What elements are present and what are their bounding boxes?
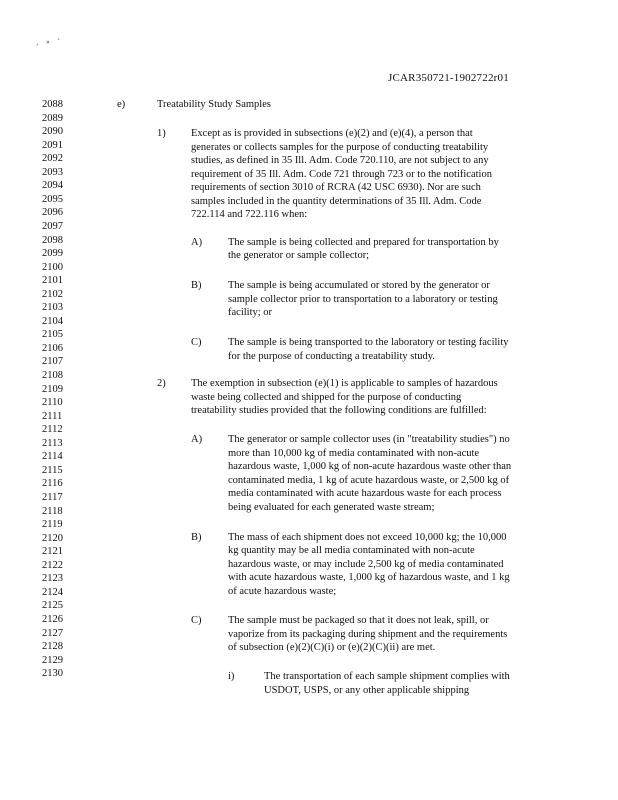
line-number: 2104 [42, 315, 63, 327]
line-number: 2089 [42, 112, 63, 124]
line-number: 2101 [42, 275, 63, 287]
line-number: 2130 [42, 668, 63, 680]
para-1-line: studies, as defined in 35 Ill. Adm. Code 720.110, are not subject to any [191, 155, 489, 166]
para-2-line: treatability studies provided that the following conditions are fulfilled: [191, 405, 487, 416]
item-1a-marker: A) [191, 237, 203, 248]
item-2b-line: hazardous waste, or may include 2,500 kg of media contaminated [228, 559, 504, 570]
line-number: 2103 [42, 302, 63, 314]
line-number: 2126 [42, 613, 63, 625]
line-number: 2125 [42, 600, 63, 612]
line-number: 2092 [42, 153, 63, 165]
line-number: 2113 [42, 437, 63, 449]
para-1-line: Except as is provided in subsections (e)(2) and (e)(4), a person that [191, 128, 473, 139]
item-1b-marker: B) [191, 280, 202, 291]
item-2c-marker: C) [191, 615, 202, 626]
item-2a-line: being evaluated for each generated waste stream; [228, 502, 435, 513]
item-2a-line: more than 10,000 kg of media contaminated with non-acute [228, 448, 480, 459]
item-1b-line: facility; or [228, 307, 273, 318]
section-e-title: Treatability Study Samples [157, 99, 271, 110]
line-number: 2094 [42, 180, 63, 192]
item-2a-line: hazardous waste, 1,000 kg of non-acute hazardous waste other than [228, 461, 512, 472]
item-2c-line: of subsection (e)(2)(C)(i) or (e)(2)(C)(ii) are met. [228, 642, 436, 653]
item-1b-line: sample collector prior to transportation to a laboratory or testing [228, 294, 498, 305]
line-number: 2122 [42, 559, 63, 571]
line-number: 2118 [42, 505, 63, 517]
item-2c-line: vaporize from its packaging during shipment and the requirements [228, 629, 508, 640]
line-number: 2090 [42, 126, 63, 138]
line-number: 2128 [42, 641, 63, 652]
line-number: 2120 [42, 532, 63, 544]
item-1c-line: for the purpose of conducting a treatability study. [228, 351, 435, 362]
line-number: 2105 [42, 329, 63, 341]
item-2b-marker: B) [191, 532, 202, 543]
line-number: 2110 [42, 397, 63, 409]
para-1-line: requirement of 35 Ill. Adm. Code 721 through 723 or to the notification [191, 169, 492, 180]
item-2ci-line: USDOT, USPS, or any other applicable shipping [264, 685, 470, 696]
item-2a-marker: A) [191, 434, 203, 445]
line-number: 2088 [42, 99, 63, 110]
line-number: 2107 [42, 356, 63, 368]
para-2-marker: 2) [157, 378, 166, 389]
line-number: 2102 [42, 288, 63, 300]
item-2a-line: The generator or sample collector uses (in "treatability studies") no [228, 434, 510, 445]
para-2-line: waste being collected and shipped for the purpose of conducting [191, 392, 462, 403]
line-number: 2117 [42, 492, 63, 503]
line-number: 2112 [42, 424, 63, 436]
line-number: 2100 [42, 261, 63, 273]
para-2-line: The exemption in subsection (e)(1) is applicable to samples of hazardous [191, 378, 498, 389]
line-number: 2119 [42, 519, 63, 530]
line-number: 2124 [42, 586, 63, 598]
line-number: 2129 [42, 654, 63, 666]
item-1a-line: The sample is being collected and prepared for transportation by [228, 237, 499, 248]
line-number: 2108 [42, 370, 63, 381]
section-e-marker: e) [117, 99, 126, 110]
para-1-line: 722.114 and 722.116 when: [191, 209, 308, 220]
para-1-line: samples included in the quantity determinations of 35 Ill. Adm. Code [191, 196, 482, 207]
item-2b-line: The mass of each shipment does not exceed 10,000 kg; the 10,000 [228, 532, 507, 543]
item-2b-line: of acute hazardous waste; [228, 586, 337, 597]
line-number: 2091 [42, 139, 63, 151]
item-1b-line: The sample is being accumulated or stored by the generator or [228, 280, 490, 291]
line-number: 2127 [42, 627, 63, 639]
line-number: 2116 [42, 478, 63, 490]
line-number: 2114 [42, 451, 63, 463]
item-2c-line: The sample must be packaged so that it does not leak, spill, or [228, 615, 489, 626]
line-number: 2111 [42, 410, 63, 422]
line-number: 2098 [42, 234, 63, 246]
top-mark: ¸ » ˚ [36, 38, 63, 46]
item-2ci-marker: i) [228, 671, 235, 682]
line-number: 2121 [42, 546, 63, 558]
line-number: 2096 [42, 207, 63, 219]
item-2b-line: kg quantity may be all media contaminated with non-acute [228, 545, 475, 556]
item-1c-marker: C) [191, 337, 202, 348]
line-number: 2099 [42, 248, 63, 260]
item-1c-line: The sample is being transported to the laboratory or testing facility [228, 337, 509, 348]
line-number: 2095 [42, 193, 63, 205]
item-2ci-line: The transportation of each sample shipment complies with [264, 671, 510, 682]
item-2b-line: with acute hazardous waste, 1,000 kg of hazardous waste, and 1 kg [228, 572, 510, 583]
line-number: 2109 [42, 383, 63, 395]
line-number: 2106 [42, 342, 63, 354]
line-number: 2093 [42, 166, 63, 178]
para-1-line: generates or collects samples for the purpose of conducting treatability [191, 142, 489, 153]
item-2a-line: contaminated media, 1 kg of acute hazardous waste, or 2,500 kg of [228, 475, 510, 486]
para-1-line: requirements of section 3010 of RCRA (42 USC 6930). Nor are such [191, 182, 481, 193]
para-1-marker: 1) [157, 128, 166, 139]
item-1a-line: the generator or sample collector; [228, 250, 370, 261]
item-2a-line: media contaminated with acute hazardous waste for each process [228, 488, 502, 499]
line-number: 2123 [42, 573, 63, 585]
line-number: 2115 [42, 464, 63, 476]
document-id: JCAR350721-1902722r01 [388, 72, 509, 84]
line-number: 2097 [42, 220, 63, 232]
